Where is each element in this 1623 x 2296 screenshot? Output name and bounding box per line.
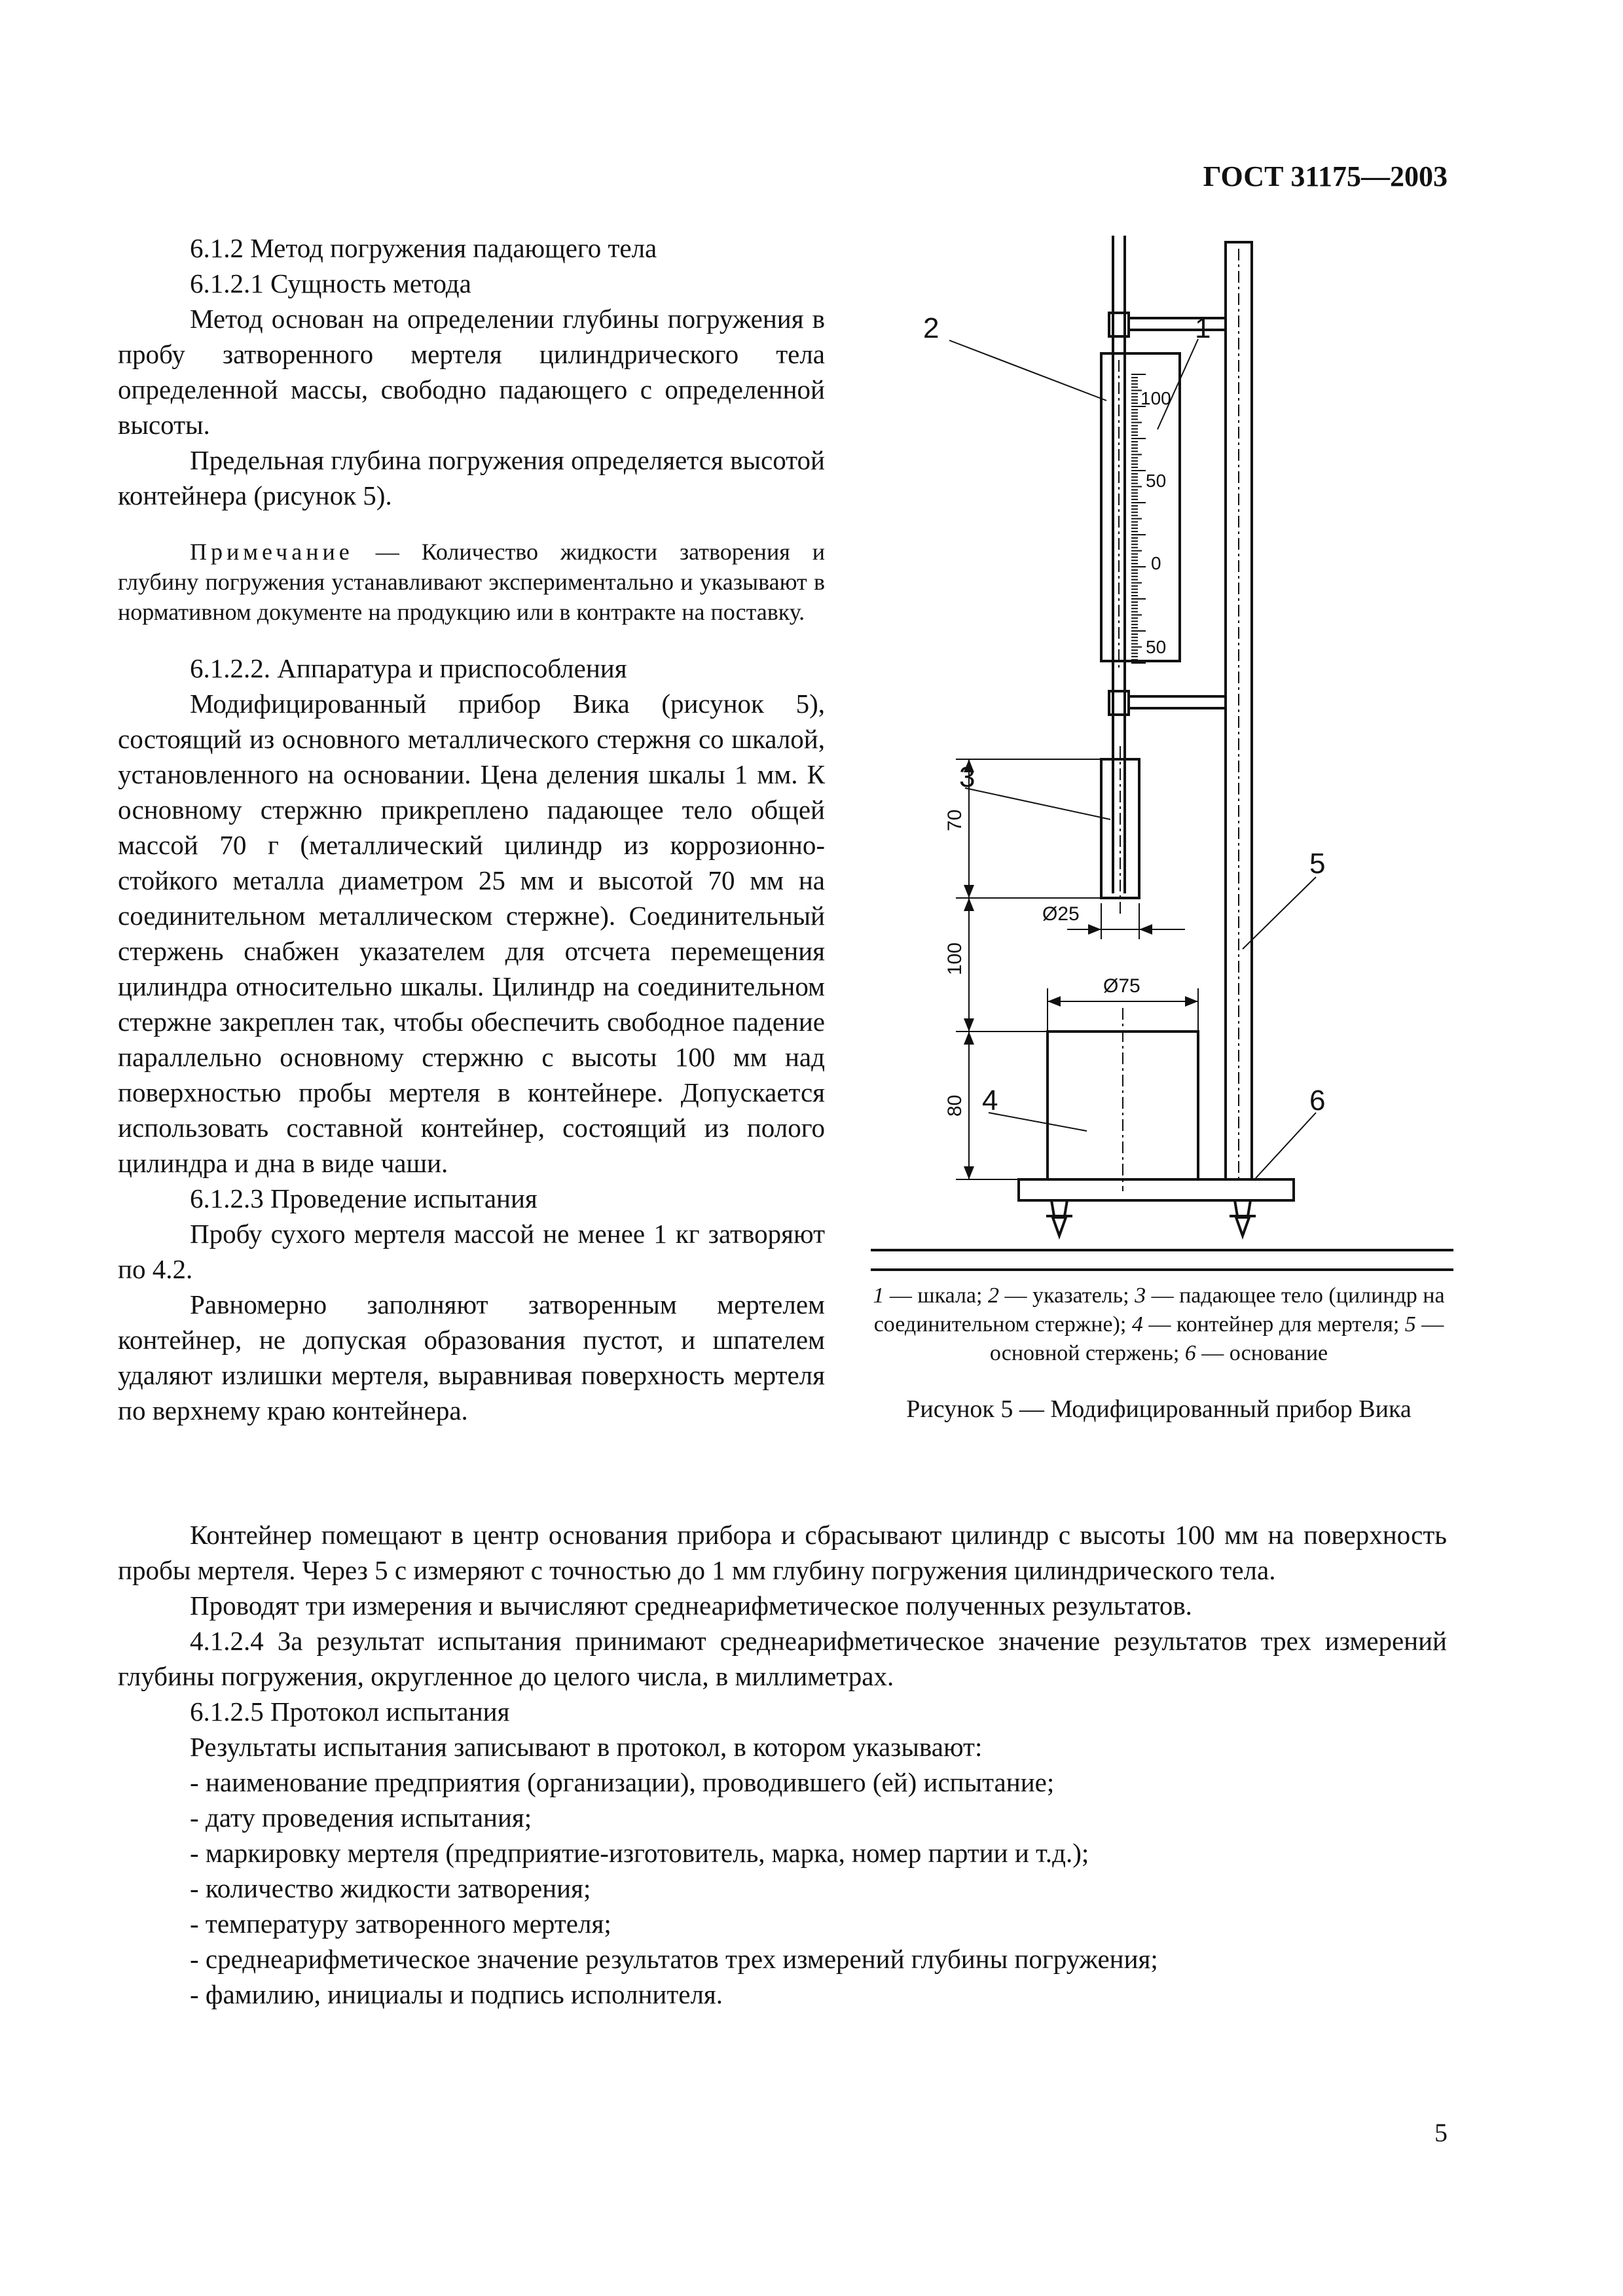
paragraph: Проводят три измерения и вычисляют среднеарифметическое полученных результатов.	[190, 1590, 1192, 1621]
legend-text: — шкала;	[884, 1283, 988, 1308]
dim-container-diameter: Ø75	[1103, 975, 1140, 997]
paragraph: Метод основан на определении глубины погружения в пробу затворенного мертеля цилиндрического тела определенной массы, свободно падающего с определенной высоты.	[118, 304, 825, 440]
paragraph: 4.1.2.4 За результат испытания принимают среднеарифметическое значение результатов трех измерений глубины погружения, округленное до целого числа, в миллиметрах.	[118, 1626, 1447, 1691]
legend-num: 2	[987, 1283, 999, 1308]
note-label: Примечание	[190, 539, 354, 565]
list-item: - количество жидкости затворения;	[190, 1873, 591, 1903]
subsection-heading: 6.1.2.2. Аппаратура и приспособления	[190, 653, 627, 683]
vicat-apparatus-figure	[871, 223, 1453, 1453]
legend-num: 3	[1135, 1283, 1146, 1308]
paragraph: Результаты испытания записывают в протокол, в котором указывают:	[190, 1732, 983, 1762]
dim-drop-height: 100	[944, 942, 966, 975]
list-item: - фамилию, инициалы и подпись исполнителя.	[190, 1979, 723, 2009]
page-number: 5	[1434, 2118, 1448, 2147]
paragraph: Предельная глубина погружения определяется высотой контейнера (рисунок 5).	[118, 445, 825, 511]
note-text: — Количество жидкости затворения и глубину погружения устанавливают экспериментально и указывают в нормативном документе на продукцию или в контракте на поставку.	[118, 539, 825, 625]
full-width-text	[118, 1517, 1447, 2012]
callout-2: 2	[923, 312, 939, 344]
subsection-heading: 6.1.2.1 Сущность метода	[190, 268, 471, 298]
section-heading: 6.1.2 Метод погружения падающего тела	[190, 233, 657, 263]
list-item: - наименование предприятия (организации), проводившего (ей) испытание;	[190, 1767, 1055, 1797]
subsection-heading: 6.1.2.5 Протокол испытания	[190, 1696, 510, 1727]
legend-num: 5	[1404, 1312, 1416, 1336]
figure-caption: Рисунок 5 — Модифицированный прибор Вика	[906, 1395, 1412, 1423]
subsection-heading: 6.1.2.3 Проведение испытания	[190, 1183, 538, 1213]
left-column	[118, 230, 825, 1428]
legend-num: 1	[873, 1283, 884, 1308]
callout-1: 1	[1195, 312, 1211, 344]
scale-label-100: 100	[1140, 388, 1171, 408]
list-item: - дату проведения испытания;	[190, 1803, 532, 1833]
legend-text: — основание	[1195, 1341, 1328, 1365]
legend-text: — указатель;	[998, 1283, 1135, 1308]
callout-5: 5	[1309, 848, 1326, 880]
callout-3: 3	[959, 761, 976, 793]
legend-text: — контейнер для мертеля;	[1142, 1312, 1405, 1336]
scale-label-50-lower: 50	[1146, 637, 1167, 657]
note	[118, 537, 825, 627]
scale-ticks	[1131, 374, 1146, 663]
legend-num: 4	[1131, 1312, 1143, 1336]
scale-label-0: 0	[1151, 553, 1161, 573]
scale-label-50: 50	[1146, 471, 1167, 491]
standard-header: ГОСТ 31175—2003	[1203, 160, 1448, 192]
paragraph: Пробу сухого мертеля массой не менее 1 кг затворяют по 4.2.	[118, 1219, 825, 1284]
list-item: - температуру затворенного мертеля;	[190, 1909, 611, 1939]
list-item: - маркировку мертеля (предприятие-изготовитель, марка, номер партии и т.д.);	[190, 1838, 1089, 1868]
dim-cylinder-height: 70	[944, 809, 966, 831]
dim-container-height: 80	[944, 1094, 966, 1117]
paragraph: Модифицированный прибор Вика (рисунок 5), состоящий из основного металлического стержня со шкалой, установленного на основании. Цена деления шкалы 1 мм. К основному стержню прикреплено падающее тело общей массой 70 г (металлический цилиндр из коррозионно-стойкого металла диаметром 25 мм и высотой 70 мм на соединительном металлическом стержне). Соединительный стержень снабжен указателем для отсчета перемещения цилиндра относительно шкалы. Цилиндр на соединительном стержне закреплен так, чтобы обеспечить свободное падение параллельно основному стержню с высоты 100 мм над поверхностью пробы мертеля в контейнере. Допускается использовать составной контейнер, состоящий из полого цилиндра и дна в виде чаши.	[118, 689, 825, 1178]
figure-legend	[871, 1282, 1447, 1368]
paragraph: Контейнер помещают в центр основания прибора и сбрасывают цилиндр с высоты 100 мм на поверхность пробы мертеля. Через 5 с измеряют с точностью до 1 мм глубину погружения цилиндрического тела.	[118, 1520, 1447, 1585]
legend-text: — основной стержень;	[989, 1312, 1444, 1365]
callout-4: 4	[982, 1085, 998, 1117]
paragraph: Равномерно заполняют затворенным мертелем контейнер, не допуская образования пустот, и шпателем удаляют излишки мертеля, выравнивая поверхность мертеля по верхнему краю контейнера.	[118, 1289, 825, 1426]
callout-6: 6	[1309, 1085, 1326, 1117]
dim-cylinder-diameter: Ø25	[1042, 903, 1080, 925]
legend-num: 6	[1184, 1341, 1196, 1365]
list-item: - среднеарифметическое значение результатов трех измерений глубины погружения;	[190, 1944, 1158, 1974]
legend-text: — падающее тело (цилиндр на соединительном стержне);	[873, 1283, 1445, 1336]
